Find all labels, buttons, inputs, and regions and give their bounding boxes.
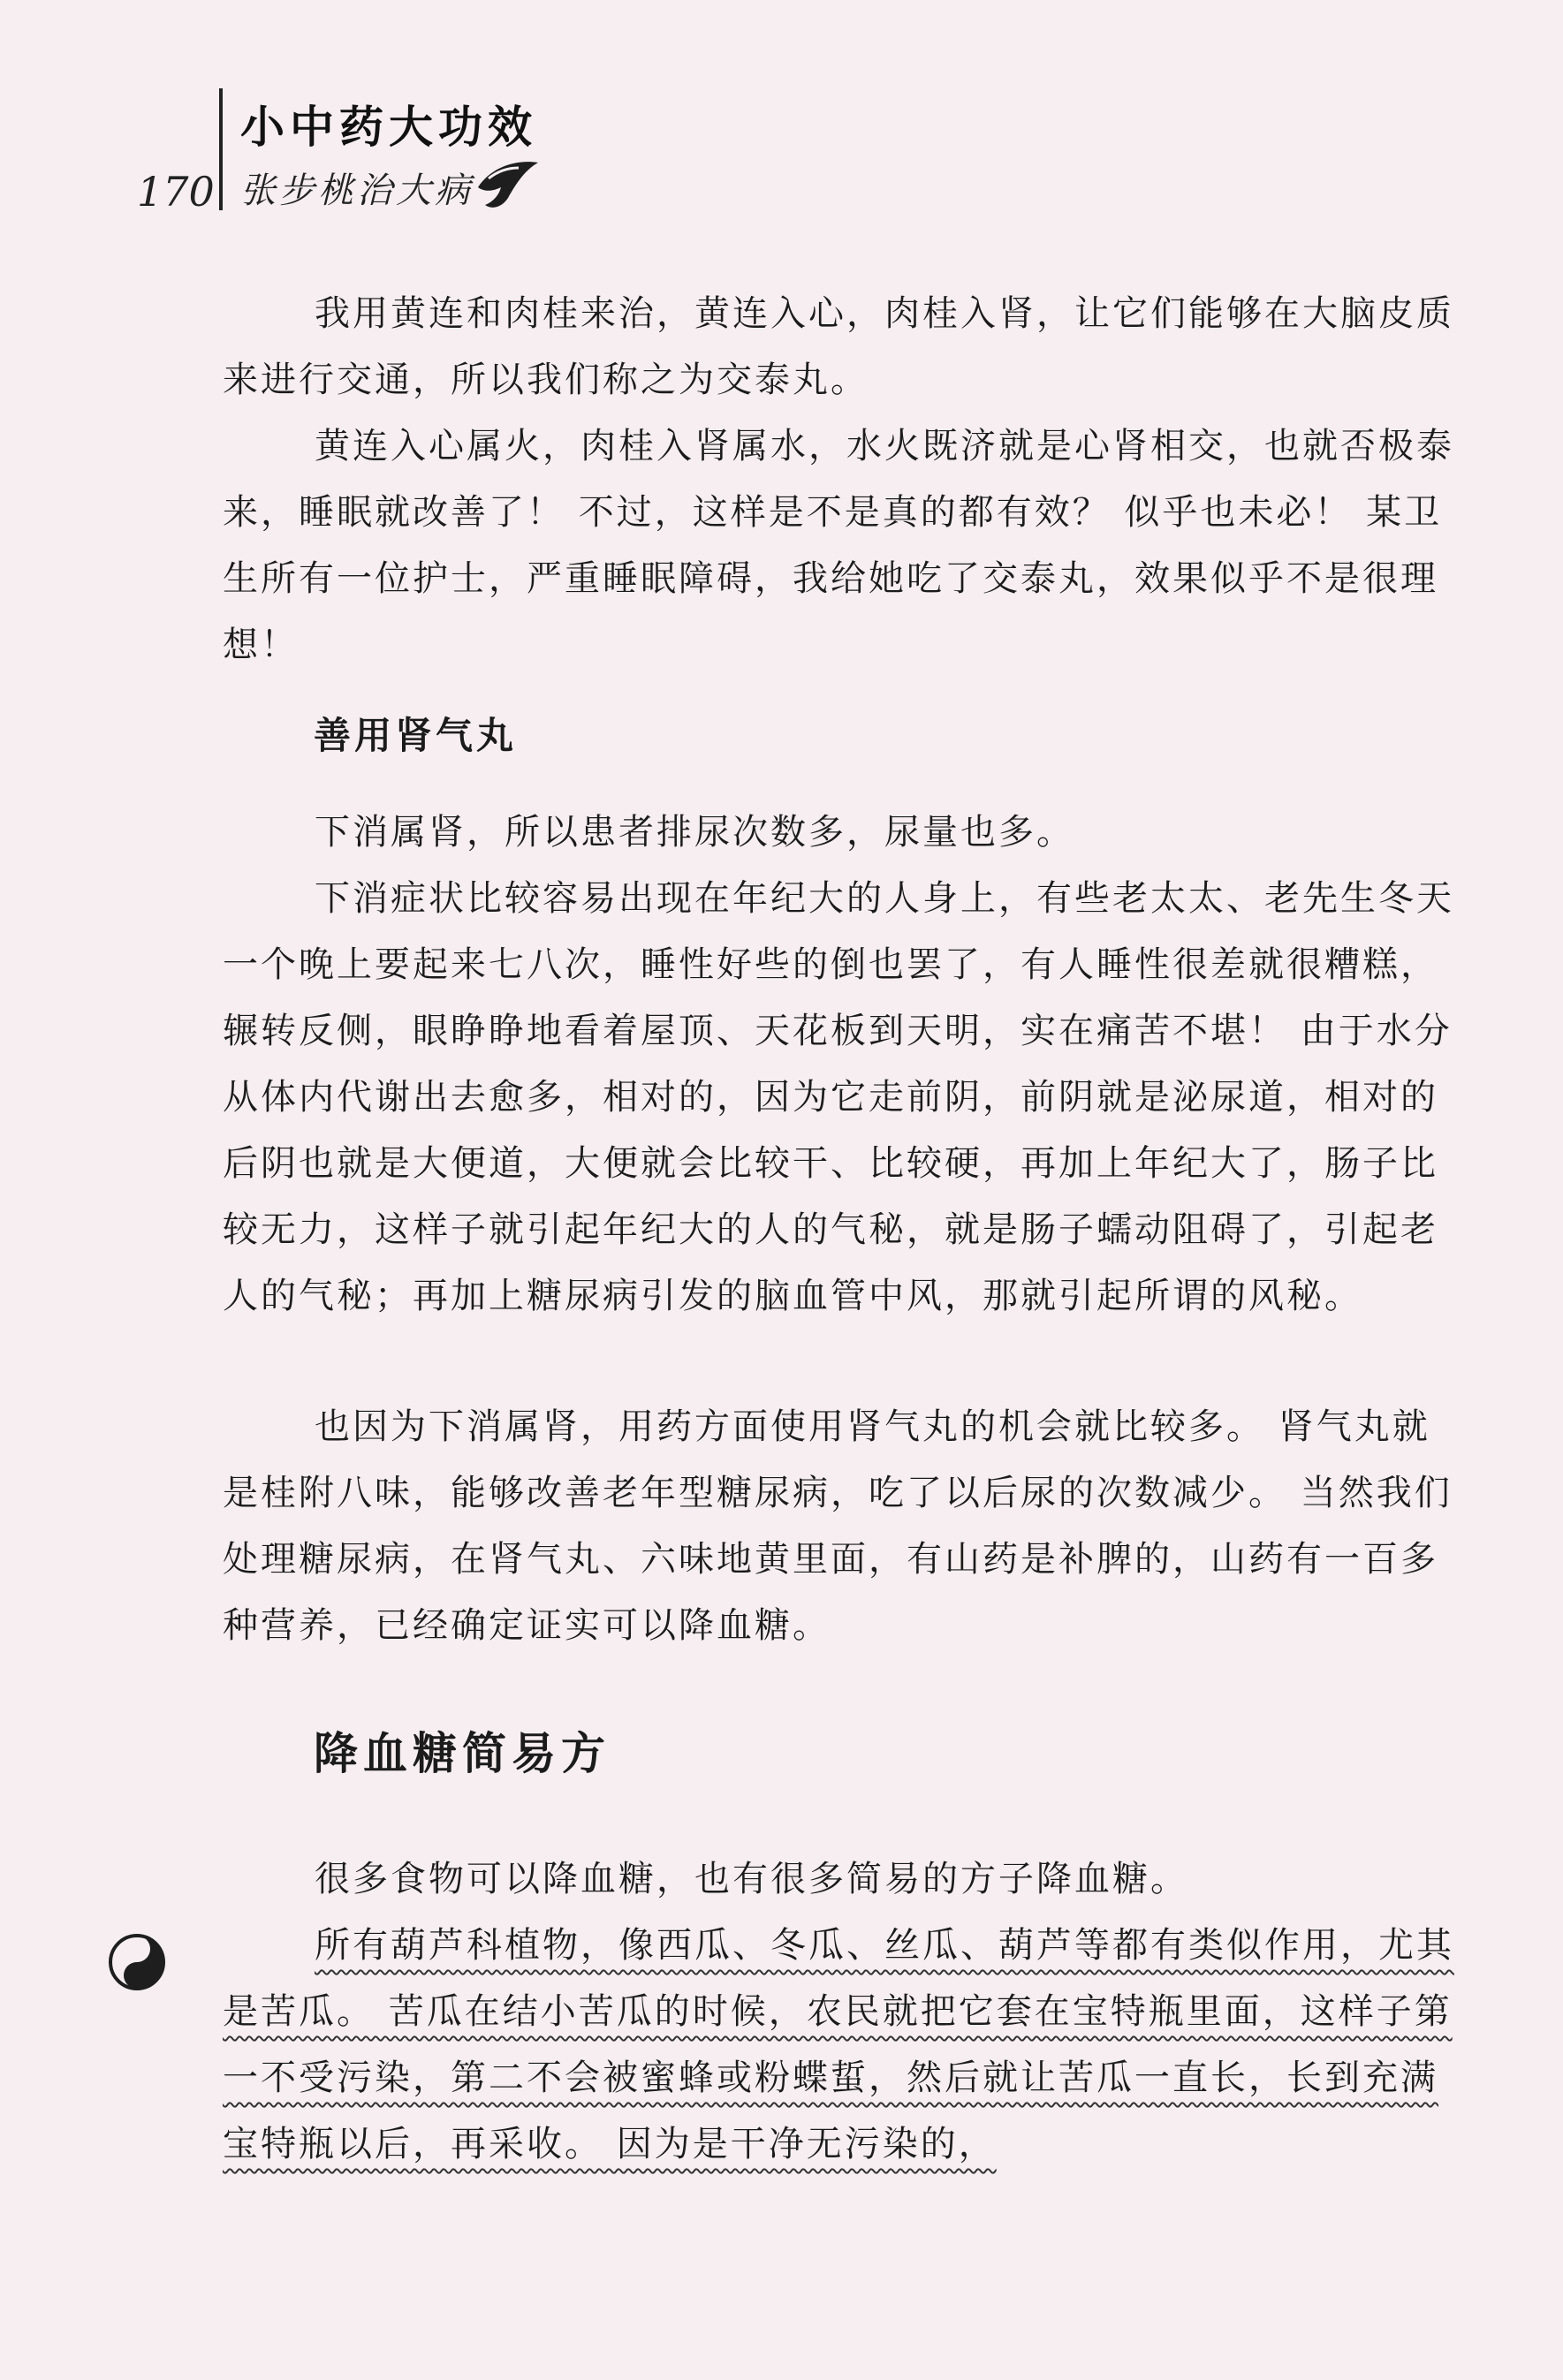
- taiji-icon: [106, 1931, 168, 1993]
- header-divider: [219, 88, 223, 210]
- paragraph-6: 很多食物可以降血糖，也有很多简易的方子降血糖。: [315, 1859, 1188, 1899]
- paragraph-3: 下消属肾，所以患者排尿次数多，尿量也多。: [315, 812, 1074, 853]
- page-number: 170: [137, 168, 215, 216]
- book-title: 小中药大功效: [240, 102, 537, 153]
- paragraph-7-highlighted: [223, 1913, 1460, 2178]
- paragraph-4: 下消症状比较容易出现在年纪大的人身上，有些老太太、老先生冬天一个晚上要起来七八次，睡性好些的倒也罢了，有人睡性很差就很糟糕，辗转反侧，眼睁睁地看着屋顶、天花板到天明，实在痛苦不堪！ 由于水分从体内代谢出去愈多，相对的，因为它走前阴，前阴就是泌尿道，相对的后阴也就是大便道，大便就会比较干、比较硬，再加上年纪大了，肠子比较无力，这样子就引起年纪大的人的气秘，就是肠子蠕动阻碍了，引起老人的气秘；再加上糖尿病引发的脑血管中风，那就引起所谓的风秘。: [223, 878, 1454, 1316]
- running-header: [0, 0, 1563, 230]
- paragraph-5: 也因为下消属肾，用药方面使用肾气丸的机会就比较多。 肾气丸就是桂附八味，能够改善老年型糖尿病，吃了以后尿的次数减少。 当然我们处理糖尿病，在肾气丸、六味地黄里面，有山药是补脾的，山药有一百多种营养，已经确定证实可以降血糖。: [223, 1406, 1453, 1646]
- brush-stroke-icon: [473, 152, 543, 214]
- book-subtitle: 张步桃治大病: [240, 171, 474, 211]
- wavy-underlined-text: 所有葫芦科植物，像西瓜、冬瓜、丝瓜、葫芦等都有类似作用，尤其是苦瓜。 苦瓜在结小苦瓜的时候，农民就把它套在宝特瓶里面，这样子第一不受污染，第二不会被蜜蜂或粉蝶蜇，然后就让苦瓜一直长，长到充满宝特瓶以后，再采收。 因为是干净无污染的，: [223, 1925, 1454, 2164]
- paragraph-2: 黄连入心属火，肉桂入肾属水，水火既济就是心肾相交，也就否极泰来，睡眠就改善了！ 不过，这样是不是真的都有效？ 似乎也未必！ 某卫生所有一位护士，严重睡眠障碍，我给她吃了交泰丸，效果似乎不是很理想！: [223, 426, 1454, 665]
- paragraph-1: 我用黄连和肉桂来治，黄连入心，肉桂入肾，让它们能够在大脑皮质来进行交通，所以我们称之为交泰丸。: [223, 293, 1454, 400]
- section-heading-blood-sugar: 降血糖简易方: [314, 1728, 611, 1779]
- section-heading-shenqiwan: 善用肾气丸: [314, 714, 518, 757]
